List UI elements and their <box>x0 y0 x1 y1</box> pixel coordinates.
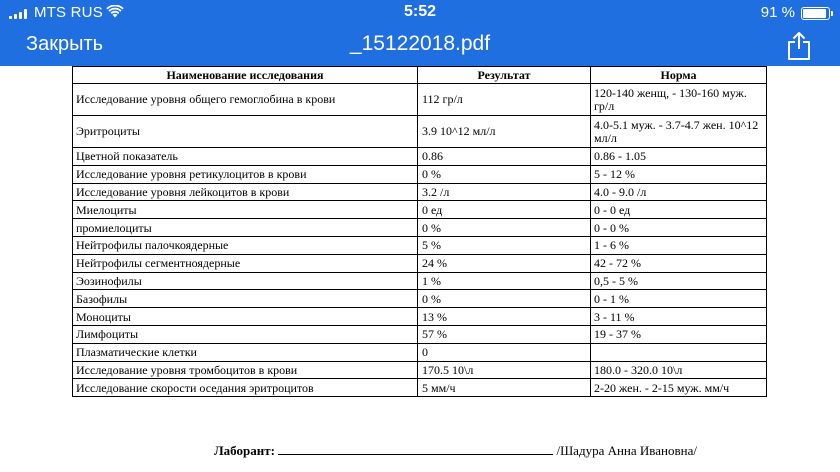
table-row <box>73 254 767 272</box>
pdf-page[interactable] <box>0 66 840 472</box>
test-norm: 0,5 - 5 % <box>591 272 767 290</box>
test-norm <box>591 343 767 361</box>
test-norm: 120-140 женщ, - 130-160 муж. гр/л <box>591 84 767 116</box>
test-norm: 0 - 1 % <box>591 290 767 308</box>
table-row <box>73 343 767 361</box>
test-result: 3.2 /л <box>418 183 591 201</box>
test-norm: 180.0 - 320.0 10\л <box>591 361 767 379</box>
test-norm: 2-20 жен. - 2-15 муж. мм/ч <box>591 379 767 397</box>
test-result: 57 % <box>418 325 591 343</box>
status-time: 5:52 <box>403 3 437 20</box>
test-result: 1 % <box>418 272 591 290</box>
test-name: Эритроциты <box>73 116 418 148</box>
signature-line <box>214 443 697 459</box>
test-result: 0 ед <box>418 201 591 219</box>
table-row <box>73 236 767 254</box>
test-result: 24 % <box>418 254 591 272</box>
table-row <box>73 219 767 237</box>
navigation-bar <box>0 0 840 66</box>
column-header-result: Результат <box>418 67 591 84</box>
status-bar <box>0 0 840 26</box>
test-result: 13 % <box>418 308 591 326</box>
column-header-norm: Норма <box>591 67 767 84</box>
test-result: 5 % <box>418 236 591 254</box>
test-result: 0 % <box>418 219 591 237</box>
test-name: Исследование уровня тромбоцитов в крови <box>73 361 418 379</box>
test-norm: 4.0 - 9.0 /л <box>591 183 767 201</box>
column-header-name: Наименование исследования <box>73 67 418 84</box>
table-row <box>73 308 767 326</box>
test-result: 0.86 <box>418 148 591 166</box>
test-name: Исследование уровня ретикулоцитов в крови <box>73 165 418 183</box>
test-norm: 19 - 37 % <box>591 325 767 343</box>
test-norm: 0.86 - 1.05 <box>591 148 767 166</box>
test-result: 112 гр/л <box>418 84 591 116</box>
table-row <box>73 290 767 308</box>
close-button[interactable]: Закрыть <box>26 33 104 55</box>
test-norm: 0 - 0 ед <box>591 201 767 219</box>
signature-underline <box>278 443 553 455</box>
table-row <box>73 379 767 397</box>
test-result: 3.9 10^12 мл/л <box>418 116 591 148</box>
table-row <box>73 116 767 148</box>
table-row <box>73 183 767 201</box>
table-row <box>73 84 767 116</box>
test-result: 0 <box>418 343 591 361</box>
test-name: Лимфоциты <box>73 325 418 343</box>
test-name: Исследование уровня лейкоцитов в крови <box>73 183 418 201</box>
test-name: Исследование скорости оседания эритроцитов <box>73 379 418 397</box>
table-row <box>73 165 767 183</box>
test-result: 170.5 10\л <box>418 361 591 379</box>
test-name: Исследование уровня общего гемоглобина в крови <box>73 84 418 116</box>
table-header-row <box>73 67 767 84</box>
table-row <box>73 272 767 290</box>
document-title: _15122018.pdf <box>349 32 491 55</box>
battery-percentage: 91 % <box>760 4 795 21</box>
table-row <box>73 325 767 343</box>
share-icon[interactable] <box>786 31 812 61</box>
test-name: Цветной показатель <box>73 148 418 166</box>
signature-name: /Шадура Анна Ивановна/ <box>556 443 697 458</box>
test-norm: 0 - 0 % <box>591 219 767 237</box>
table-row <box>73 201 767 219</box>
table-row <box>73 361 767 379</box>
battery-icon <box>801 7 830 20</box>
test-name: Эозинофилы <box>73 272 418 290</box>
test-norm: 42 - 72 % <box>591 254 767 272</box>
results-table <box>72 66 767 397</box>
test-name: Нейтрофилы палочкоядерные <box>73 236 418 254</box>
test-norm: 5 - 12 % <box>591 165 767 183</box>
test-norm: 4.0-5.1 муж. - 3.7-4.7 жен. 10^12 мл/л <box>591 116 767 148</box>
test-name: Базофилы <box>73 290 418 308</box>
test-name: промиелоциты <box>73 219 418 237</box>
test-result: 0 % <box>418 165 591 183</box>
test-norm: 1 - 6 % <box>591 236 767 254</box>
signature-label: Лаборант: <box>214 443 275 458</box>
carrier-name: MTS RUS <box>34 4 103 21</box>
test-name: Моноциты <box>73 308 418 326</box>
test-norm: 3 - 11 % <box>591 308 767 326</box>
test-name: Миелоциты <box>73 201 418 219</box>
table-row <box>73 148 767 166</box>
test-result: 5 мм/ч <box>418 379 591 397</box>
test-name: Нейтрофилы сегментноядерные <box>73 254 418 272</box>
test-name: Плазматические клетки <box>73 343 418 361</box>
test-result: 0 % <box>418 290 591 308</box>
